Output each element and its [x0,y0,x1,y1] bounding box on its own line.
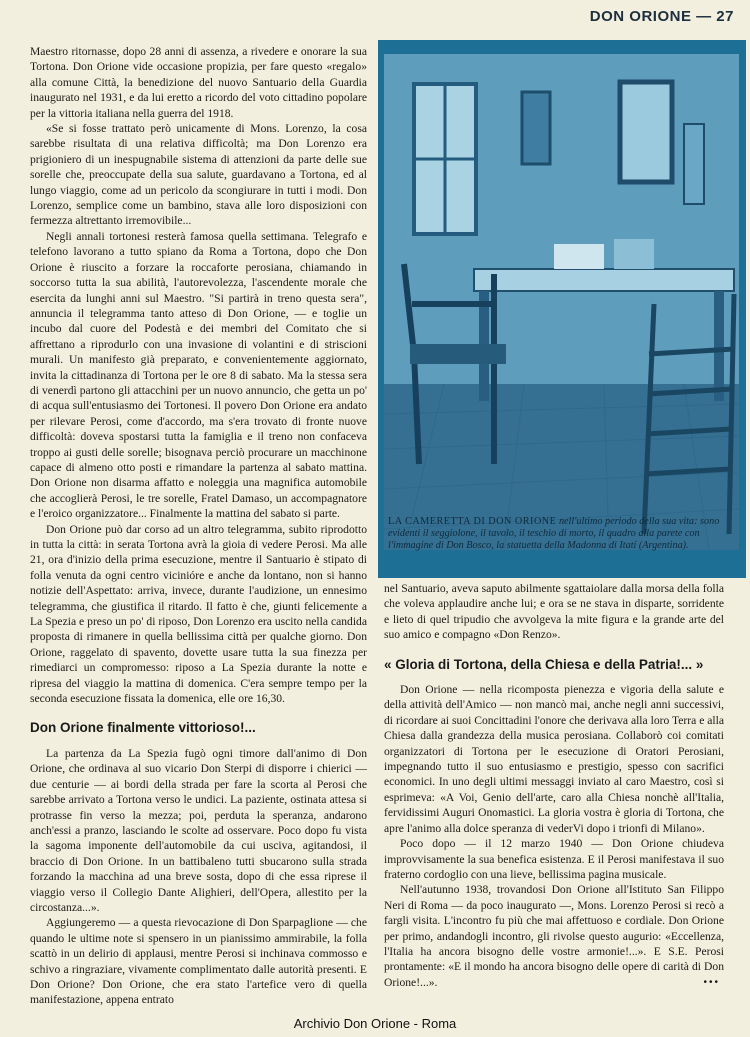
room-photo [384,54,739,550]
paragraph: Maestro ritornasse, dopo 28 anni di assenza, a rivedere e onorare la sua Tortona. Don Orione vide occasione propizia, per fare questo «regalo» alla comune Città, la benedizione del nuovo Santuario della Guardia inaugurato nel 1931, e da lui eretto a ricordo del voto cittadino popolare per la vittoria italiana nella guerra del 1918. [30,45,367,120]
section-heading: Don Orione finalmente vittorioso!... [30,720,256,736]
caption-text: nell'ultimo periodo della sua vita: sono evidenti il seggiolone, il tavolo, il teschio di morto, il quadro alla parete con l'immagine di Don Bosco, la statuetta della Madonna di Itatí (Argentina). [388,516,720,551]
paragraph: Nell'autunno 1938, trovandosi Don Orione all'Istituto San Filippo Neri di Roma — da poco inaugurato —, Mons. Lorenzo Perosi si recò a fargli visita. L'incontro fu più che mai affettuoso e cordiale. Don Orione per primo, andandogli incontro, gli rivolse questo augurio: «Eccellenza, l'Italia ha ancora bisogno delle vostre armonie!...». E S.E. Perosi prontamente: «E il mondo ha ancora bisogno delle opere di carità di Don Orione!...». [384,883,724,989]
paragraph: «Se si fosse trattato però unicamente di Mons. Lorenzo, la cosa sarebbe risultata di una relativa difficoltà; ma Don Lorenzo era prigioniero di un inespugnabile sistema di attenzioni da parte delle sue sorelle che, preoccupate della sua salute, guardavano a Tortona, ed al lungo viaggio, come ad un pericolo da scongiurare in tutti i modi. Don Lorenzo, semplice come un bambino, stava alle loro disposizioni con fermezza altrettanto irremovibile... [30,122,367,228]
end-mark: ••• [703,977,720,988]
running-header: DON ORIONE — 27 [589,8,734,25]
paragraph: Poco dopo — il 12 marzo 1940 — Don Orione chiudeva improvvisamente la sua benefica esistenza. E il Perosi manifestava il suo fraterno cordoglio con una lieve, bellissima pagina musicale. [384,837,724,881]
paragraph: Negli annali tortonesi resterà famosa quella settimana. Telegrafo e telefono lavorano a tutto spiano da Roma a Tortona, dopo che Don Orione è riuscito a forzare la roccaforte perosiana, chiamando in soccorso tutta la sua abilità, l'autorevolezza, l'ascendente morale che esercita da lunghi anni sul Maestro. "Si partirà in treno questa sera", annuncia il telegramma tanto atteso di Don Orione, — e toglie un incubo dal cuore del Podestà e dei membri del Comitato che si affrettano a riprodurlo con una invasione di volantini e di striscioni murali. Un manifesto già preparato, e convenientemente aggiornato, invita la cittadinanza di Tortona per le ore 8 di sabato. Ma la stessa sera di venerdì partono gli attacchini per un nuovo annuncio, che getta un po' di acqua sull'entusiasmo dei Tortonesi. Il povero Don Orione era andato per rilevare Perosi, come d'accordo, ma s'era trovato di fronte nuove difficoltà: doveva spostarsi tutta la famiglia e il treno non confaceva troppo ai gusti delle sorelle; bisognava perciò procurare un macchinone capace di almeno otto posti e rimandare la partenza al sabato mattina. Don Orione non disarma affatto e noleggia una magnifica automobile che accoglierà Perosi, le tre sorelle, Fratel Damaso, un accompagnatore e l'eroico organizzatore... Finalmente la mattina del sabato si parte. [30,229,367,521]
room-illustration [384,54,739,550]
paragraph: nel Santuario, aveva saputo abilmente sgattaiolare dalla morsa della folla che voleva applaudire anche lui; e ora se ne stava in disparte, sorridente e lieto di quel tripudio che avvolgeva la mite figura e la grande arte del suo amico e compagno «Don Renzo». [384,582,724,642]
archive-footer: Archivio Don Orione - Roma [293,1016,457,1031]
caption-title: LA CAMERETTA DI DON ORIONE [388,516,557,527]
right-column [384,581,724,990]
left-column [30,44,367,1008]
paragraph: Aggiungeremo — a questa rievocazione di Don Sparpaglione — che quando le ultime note si spensero in un pianissimo ammirabile, la folla scattò in un delirio di applausi, mentre Perosi si inchinava commosso e schivo a ringraziare, vivamente complimentato dalle autorità presenti. E Don Orione? Don Orione, che era stato l'artefice vero di quella manifestazione, appena entrato [30,916,367,1007]
paragraph: Don Orione può dar corso ad un altro telegramma, subito riprodotto in tutta la città: in serata Tortona avrà la gioia di vedere Perosi. Ma alle 21, ora d'inizio della prima esecuzione, mentre il Santuario è stipato di folla venuta da ogni centro vicinióre e anche da lontano, non si hanno notizie dell'Aspettato: arriva, invece, durante l'audizione, un ennesimo telegramma, che giustifica il ritardo. Il fatto è che, giunti felicemente a La Spezia e preso un po' di riposo, Don Lorenzo era uscito nella candida proposta di rimanere in quella bellissima città per qualche giorno. Don Orione, raggelato di spavento, dovette usare tutta la sua finezza per rimediarci un compromesso: riposo a La Spezia durante la notte e ripresa del viaggio la mattina di domenica. C'era sempre tempo per la seconda esecuzione fissata la domenica, elle ore 16,30. [30,522,367,706]
paragraph: Don Orione — nella ricomposta pienezza e vigoria della salute e della attività dell'Amico — non mancò mai, anche negli anni successivi, di ricordare ai suoi Concittadini l'onore che derivava alla loro Terra e alla Chiesa dalla grandezza della musica perosiana. Collaborò coi comitati organizzatori di Tortona per le esecuzione di Oratori Perosiani, impegnando tutto il suo entusiasmo e prestigio, spesso con sacrifici economici. In uno degli ultimi messaggi inviato al caro Maestro, così si esprimeva: «A Voi, Genio dell'arte, caro alla Chiesa nonchè all'Italia, fervidissimi Auguri Onomastici. La gloria vostra è gloria di Tortona, che apre l'animo alla dolce speranza di vederVi dopo i trionfi di Milano». [384,683,724,835]
section-heading: « Gloria di Tortona, della Chiesa e della Patria!... » [384,656,704,672]
photo-caption [384,516,738,552]
photo-panel [378,40,746,578]
paragraph: La partenza da La Spezia fugò ogni timore dall'animo di Don Orione, che ordinava al suo vicario Don Sterpi di disporre i chierici — due centurie — ai bordi della strada per fare la scorta al Perosi che sarebbe arrivato a Tortona verso le undici. La pazientе, ostinata attesa si protrasse fin verso la mezza; poi, perduta la speranza, andarono anch'essi a pranzo, lasciando le scolte ad osservare. Poco dopo fu vista la sagoma imponente dell'automobile da cui usciva, agitandosi, il braccio di Don Orione. In un battibaleno tutti sbucarono sulla strada forzando la macchina ad una breve sosta, dopo di che essa riprese il viaggio verso il Collegio Dante Alighieri, dell'Opera, allestito per la circostanza...». [30,746,367,914]
